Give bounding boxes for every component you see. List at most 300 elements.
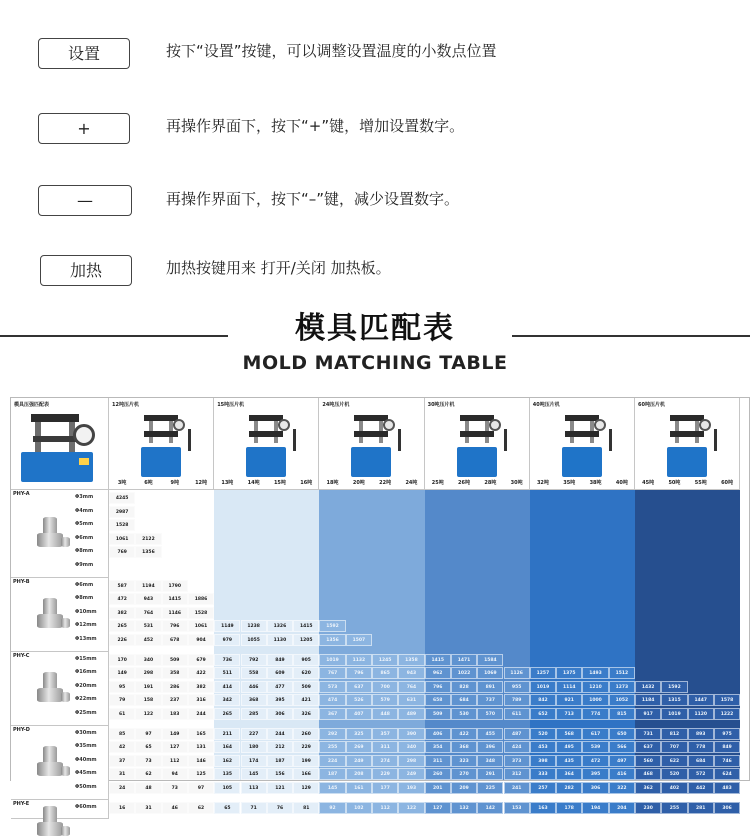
pressure-cell: 566 bbox=[609, 741, 635, 753]
pressure-cell: 81 bbox=[293, 802, 319, 814]
pressure-cell: 364 bbox=[556, 768, 582, 780]
press-machine-icon bbox=[139, 413, 183, 477]
pressure-cell: 306 bbox=[267, 708, 293, 720]
pressure-cell: 129 bbox=[293, 782, 319, 794]
pressure-cell: 1055 bbox=[241, 634, 267, 646]
pressure-cell: 270 bbox=[451, 768, 477, 780]
pressure-cell: 73 bbox=[162, 782, 188, 794]
press-label: 40吨压片机 bbox=[532, 402, 560, 408]
ton-label: 28吨 bbox=[484, 480, 497, 486]
pressure-cell: 85 bbox=[109, 728, 135, 740]
pressure-cell: 679 bbox=[188, 654, 214, 666]
pressure-cell: 306 bbox=[714, 802, 740, 814]
pressure-cell: 637 bbox=[346, 681, 372, 693]
pressure-cell: 1358 bbox=[398, 654, 424, 666]
pressure-cell: 286 bbox=[162, 681, 188, 693]
heat-key-description: 加热按键用来 打开/关闭 加热板。 bbox=[166, 259, 391, 277]
pressure-cell: 422 bbox=[451, 728, 477, 740]
pressure-cell: 95 bbox=[109, 681, 135, 693]
pressure-cell: 707 bbox=[661, 741, 687, 753]
pressure-cell: 131 bbox=[188, 741, 214, 753]
pressure-cell: 406 bbox=[425, 728, 451, 740]
pressure-cell: 1126 bbox=[504, 667, 530, 679]
pressure-cell: 255 bbox=[661, 802, 687, 814]
pressure-cell: 158 bbox=[135, 694, 161, 706]
pressure-cell: 652 bbox=[530, 708, 556, 720]
pressure-cell: 102 bbox=[346, 802, 372, 814]
ton-label: 12吨 bbox=[195, 480, 208, 486]
pressure-cell: 225 bbox=[477, 782, 503, 794]
pressure-cell: 905 bbox=[293, 654, 319, 666]
pressure-cell: 212 bbox=[267, 741, 293, 753]
pressure-cell: 208 bbox=[346, 768, 372, 780]
pressure-cell: 617 bbox=[582, 728, 608, 740]
pressure-cell: 789 bbox=[504, 694, 530, 706]
pressure-cell: 442 bbox=[688, 782, 714, 794]
mold-group bbox=[11, 726, 109, 800]
mold-diameter-label: Φ20mm bbox=[75, 682, 97, 689]
press-machine-icon bbox=[665, 413, 709, 477]
press-machine-icon bbox=[349, 413, 393, 477]
pressure-cell: 191 bbox=[135, 681, 161, 693]
pressure-cell: 1578 bbox=[714, 694, 740, 706]
mold-diameter-label: Φ35mm bbox=[75, 743, 97, 750]
pressure-cell: 539 bbox=[582, 741, 608, 753]
pressure-cell: 31 bbox=[135, 802, 161, 814]
pressure-cell: 142 bbox=[477, 802, 503, 814]
pressure-cell: 373 bbox=[504, 755, 530, 767]
pressure-cell: 620 bbox=[293, 667, 319, 679]
pressure-cell: 180 bbox=[241, 741, 267, 753]
pressure-cell: 570 bbox=[477, 708, 503, 720]
press-header bbox=[635, 398, 740, 490]
pressure-cell: 164 bbox=[214, 741, 240, 753]
pressure-cell: 1257 bbox=[530, 667, 556, 679]
pressure-cell: 700 bbox=[372, 681, 398, 693]
pressure-cell: 609 bbox=[267, 667, 293, 679]
pressure-cell: 229 bbox=[372, 768, 398, 780]
pressure-cell: 472 bbox=[109, 593, 135, 605]
pressure-cell: 306 bbox=[582, 782, 608, 794]
pressure-cell: 1273 bbox=[609, 681, 635, 693]
ton-label: 14吨 bbox=[247, 480, 260, 486]
pressure-cell: 509 bbox=[162, 654, 188, 666]
ton-label: 26吨 bbox=[458, 480, 471, 486]
pressure-cell: 368 bbox=[241, 694, 267, 706]
mold-diameter-label: Φ16mm bbox=[75, 669, 97, 676]
pressure-cell: 468 bbox=[635, 768, 661, 780]
pressure-cell: 520 bbox=[530, 728, 556, 740]
pressure-cell: 1507 bbox=[346, 634, 372, 646]
mold-diameter-label: Φ3mm bbox=[75, 494, 94, 500]
press-machine-icon bbox=[560, 413, 604, 477]
pressure-cell: 891 bbox=[477, 681, 503, 693]
pressure-cell: 560 bbox=[635, 755, 661, 767]
pressure-cell: 774 bbox=[582, 708, 608, 720]
pressure-cell: 489 bbox=[398, 708, 424, 720]
pressure-cell: 121 bbox=[267, 782, 293, 794]
pressure-cell: 94 bbox=[162, 768, 188, 780]
pressure-cell: 390 bbox=[398, 728, 424, 740]
mold-diameter-label: Φ6mm bbox=[75, 581, 94, 588]
ton-label: 18吨 bbox=[326, 480, 339, 486]
pressure-cell: 1120 bbox=[688, 708, 714, 720]
pressure-cell: 367 bbox=[319, 708, 345, 720]
pressure-cell: 178 bbox=[556, 802, 582, 814]
pressure-cell: 1210 bbox=[582, 681, 608, 693]
pressure-cell: 1375 bbox=[556, 667, 582, 679]
pressure-cell: 340 bbox=[135, 654, 161, 666]
corner-label: 模具压强匹配表 bbox=[14, 402, 50, 408]
mold-diameter-label: Φ9mm bbox=[75, 562, 94, 568]
pressure-cell: 187 bbox=[319, 768, 345, 780]
pressure-cell: 204 bbox=[609, 802, 635, 814]
pressure-cell: 658 bbox=[425, 694, 451, 706]
pressure-cell: 509 bbox=[425, 708, 451, 720]
pressure-cell: 731 bbox=[635, 728, 661, 740]
pressure-cell: 4245 bbox=[109, 492, 135, 504]
pressure-cell: 1592 bbox=[319, 620, 345, 632]
pressure-cell: 333 bbox=[530, 768, 556, 780]
press-header bbox=[109, 398, 214, 490]
pressure-cell: 526 bbox=[346, 694, 372, 706]
pressure-cell: 746 bbox=[714, 755, 740, 767]
pressure-cell: 285 bbox=[241, 708, 267, 720]
pressure-cell: 153 bbox=[504, 802, 530, 814]
pressure-cell: 2122 bbox=[135, 533, 161, 545]
ton-label: 16吨 bbox=[300, 480, 313, 486]
pressure-cell: 921 bbox=[556, 694, 582, 706]
pressure-cell: 453 bbox=[530, 741, 556, 753]
pressure-cell: 342 bbox=[214, 694, 240, 706]
pressure-cell: 274 bbox=[372, 755, 398, 767]
pressure-cell: 764 bbox=[398, 681, 424, 693]
pressure-cell: 382 bbox=[188, 681, 214, 693]
pressure-cell: 1238 bbox=[241, 620, 267, 632]
pressure-cell: 509 bbox=[293, 681, 319, 693]
pressure-cell: 955 bbox=[504, 681, 530, 693]
pressure-cell: 325 bbox=[346, 728, 372, 740]
pressure-cell: 199 bbox=[293, 755, 319, 767]
pressure-cell: 146 bbox=[188, 755, 214, 767]
pressure-cell: 398 bbox=[530, 755, 556, 767]
pressure-cell: 323 bbox=[451, 755, 477, 767]
plus-key-button[interactable]: + bbox=[38, 113, 130, 144]
pressure-cell: 105 bbox=[214, 782, 240, 794]
pressure-cell: 368 bbox=[451, 741, 477, 753]
pressure-cell: 177 bbox=[372, 782, 398, 794]
press-header bbox=[530, 398, 635, 490]
pressure-cell: 194 bbox=[582, 802, 608, 814]
pressure-cell: 227 bbox=[241, 728, 267, 740]
minus-key-description: 再操作界面下，按下“–”键，减少设置数字。 bbox=[166, 190, 460, 208]
mold-diameter-label: Φ45mm bbox=[75, 770, 97, 777]
pressure-cell: 737 bbox=[477, 694, 503, 706]
pressure-cell: 1019 bbox=[661, 708, 687, 720]
pressure-cell: 1326 bbox=[267, 620, 293, 632]
ton-label: 3吨 bbox=[117, 480, 127, 486]
pressure-cell: 92 bbox=[319, 802, 345, 814]
pressure-cell: 382 bbox=[109, 607, 135, 619]
pressure-cell: 357 bbox=[372, 728, 398, 740]
pressure-cell: 531 bbox=[135, 620, 161, 632]
pressure-cell: 358 bbox=[162, 667, 188, 679]
mold-diameter-label: Φ5mm bbox=[75, 521, 94, 528]
table-title-en: MOLD MATCHING TABLE bbox=[242, 352, 508, 374]
pressure-cell: 424 bbox=[504, 741, 530, 753]
pressure-cell: 558 bbox=[241, 667, 267, 679]
ton-label: 38吨 bbox=[589, 480, 602, 486]
pressure-cell: 678 bbox=[162, 634, 188, 646]
pressure-cell: 1886 bbox=[188, 593, 214, 605]
pressure-cell: 1194 bbox=[135, 580, 161, 592]
pressure-cell: 1356 bbox=[319, 634, 345, 646]
pressure-cell: 291 bbox=[477, 768, 503, 780]
pressure-cell: 112 bbox=[162, 755, 188, 767]
table-corner bbox=[11, 398, 109, 490]
pressure-cell: 76 bbox=[267, 802, 293, 814]
pressure-cell: 127 bbox=[425, 802, 451, 814]
pressure-cell: 48 bbox=[135, 782, 161, 794]
mold-die-icon bbox=[35, 806, 71, 840]
pressure-cell: 1149 bbox=[214, 620, 240, 632]
pressure-cell: 265 bbox=[214, 708, 240, 720]
pressure-cell: 713 bbox=[556, 708, 582, 720]
pressure-cell: 587 bbox=[109, 580, 135, 592]
pressure-cell: 127 bbox=[162, 741, 188, 753]
pressure-cell: 132 bbox=[451, 802, 477, 814]
pressure-cell: 163 bbox=[530, 802, 556, 814]
pressure-cell: 1222 bbox=[714, 708, 740, 720]
press-header bbox=[214, 398, 319, 490]
pressure-cell: 65 bbox=[214, 802, 240, 814]
pressure-cell: 530 bbox=[451, 708, 477, 720]
pressure-cell: 209 bbox=[451, 782, 477, 794]
pressure-cell: 767 bbox=[319, 667, 345, 679]
pressure-cell: 322 bbox=[609, 782, 635, 794]
mold-group bbox=[11, 800, 109, 820]
pressure-cell: 1356 bbox=[135, 546, 161, 558]
pressure-cell: 16 bbox=[109, 802, 135, 814]
mold-die-icon bbox=[35, 672, 71, 706]
pressure-cell: 230 bbox=[635, 802, 661, 814]
pressure-cell: 1415 bbox=[425, 654, 451, 666]
pressure-cell: 46 bbox=[162, 802, 188, 814]
pressure-cell: 354 bbox=[425, 741, 451, 753]
mold-diameter-label: Φ12mm bbox=[75, 622, 97, 629]
pressure-cell: 1315 bbox=[661, 694, 687, 706]
pressure-cell: 943 bbox=[135, 593, 161, 605]
pressure-cell: 624 bbox=[714, 768, 740, 780]
pressure-cell: 1493 bbox=[582, 667, 608, 679]
press-header bbox=[319, 398, 424, 490]
pressure-cell: 684 bbox=[688, 755, 714, 767]
pressure-cell: 1528 bbox=[188, 607, 214, 619]
pressure-cell: 149 bbox=[162, 728, 188, 740]
mold-group bbox=[11, 652, 109, 726]
pressure-cell: 2987 bbox=[109, 506, 135, 518]
pressure-cell: 122 bbox=[135, 708, 161, 720]
pressure-cell: 1146 bbox=[162, 607, 188, 619]
pressure-cell: 135 bbox=[214, 768, 240, 780]
pressure-cell: 61 bbox=[109, 708, 135, 720]
pressure-cell: 495 bbox=[556, 741, 582, 753]
set-key-button[interactable]: 设置 bbox=[38, 38, 130, 69]
set-key-description: 按下“设置”按键，可以调整设置温度的小数点位置 bbox=[166, 42, 497, 60]
mold-diameter-label: Φ8mm bbox=[75, 548, 94, 555]
pressure-cell: 244 bbox=[188, 708, 214, 720]
pressure-cell: 1447 bbox=[688, 694, 714, 706]
pressure-cell: 1184 bbox=[635, 694, 661, 706]
pressure-cell: 145 bbox=[241, 768, 267, 780]
pressure-cell: 650 bbox=[609, 728, 635, 740]
pressure-cell: 156 bbox=[267, 768, 293, 780]
pressure-cell: 483 bbox=[714, 782, 740, 794]
pressure-cell: 71 bbox=[241, 802, 267, 814]
mold-diameter-label: Φ22mm bbox=[75, 696, 97, 703]
pressure-cell: 312 bbox=[504, 768, 530, 780]
ton-label: 20吨 bbox=[352, 480, 365, 486]
minus-key-button[interactable]: — bbox=[38, 185, 132, 216]
pressure-cell: 416 bbox=[609, 768, 635, 780]
mold-diameter-label: Φ60mm bbox=[75, 803, 97, 810]
mold-diameter-label: Φ13mm bbox=[75, 635, 97, 642]
press-header bbox=[425, 398, 530, 490]
ton-label: 24吨 bbox=[405, 480, 418, 486]
pressure-cell: 452 bbox=[135, 634, 161, 646]
pressure-cell: 1130 bbox=[267, 634, 293, 646]
ton-label: 9吨 bbox=[170, 480, 179, 486]
pressure-cell: 796 bbox=[425, 681, 451, 693]
pressure-cell: 1415 bbox=[162, 593, 188, 605]
pressure-cell: 1019 bbox=[530, 681, 556, 693]
pressure-cell: 396 bbox=[477, 741, 503, 753]
mold-matching-table bbox=[10, 397, 750, 811]
mold-diameter-label: Φ40mm bbox=[75, 756, 97, 763]
pressure-cell: 97 bbox=[188, 782, 214, 794]
ton-label: 32吨 bbox=[536, 480, 549, 486]
pressure-cell: 165 bbox=[188, 728, 214, 740]
pressure-cell: 842 bbox=[530, 694, 556, 706]
pressure-cell: 170 bbox=[109, 654, 135, 666]
pressure-cell: 265 bbox=[109, 620, 135, 632]
pressure-cell: 849 bbox=[267, 654, 293, 666]
ton-label: 25吨 bbox=[431, 480, 444, 486]
mold-diameter-label: Φ8mm bbox=[75, 595, 94, 602]
pressure-cell: 73 bbox=[135, 755, 161, 767]
pressure-cell: 316 bbox=[188, 694, 214, 706]
pressure-cell: 187 bbox=[267, 755, 293, 767]
pressure-cell: 241 bbox=[504, 782, 530, 794]
pressure-cell: 764 bbox=[135, 607, 161, 619]
heat-key-button[interactable]: 加热 bbox=[40, 255, 132, 286]
mold-diameter-label: Φ30mm bbox=[75, 729, 97, 736]
pressure-cell: 62 bbox=[188, 802, 214, 814]
pressure-cell: 1592 bbox=[661, 681, 687, 693]
pressure-cell: 769 bbox=[109, 546, 135, 558]
pressure-cell: 975 bbox=[714, 728, 740, 740]
pressure-cell: 421 bbox=[293, 694, 319, 706]
mold-group bbox=[11, 578, 109, 652]
pressure-cell: 311 bbox=[372, 741, 398, 753]
pressure-cell: 348 bbox=[477, 755, 503, 767]
press-label: 30吨压片机 bbox=[427, 402, 455, 408]
pressure-cell: 520 bbox=[661, 768, 687, 780]
pressure-cell: 568 bbox=[556, 728, 582, 740]
pressure-cell: 326 bbox=[293, 708, 319, 720]
pressure-cell: 622 bbox=[661, 755, 687, 767]
pressure-cell: 736 bbox=[214, 654, 240, 666]
pressure-cell: 796 bbox=[346, 667, 372, 679]
mold-group-label: PHY-B bbox=[13, 578, 30, 585]
mold-diameter-label: Φ10mm bbox=[75, 608, 97, 615]
pressure-cell: 340 bbox=[398, 741, 424, 753]
pressure-cell: 979 bbox=[214, 634, 240, 646]
pressure-cell: 395 bbox=[267, 694, 293, 706]
pressure-cell: 1069 bbox=[477, 667, 503, 679]
pressure-cell: 455 bbox=[477, 728, 503, 740]
pressure-cell: 474 bbox=[319, 694, 345, 706]
pressure-cell: 125 bbox=[188, 768, 214, 780]
pressure-cell: 815 bbox=[609, 708, 635, 720]
press-label: 15吨压片机 bbox=[217, 402, 245, 408]
pressure-cell: 1584 bbox=[477, 654, 503, 666]
pressure-cell: 778 bbox=[688, 741, 714, 753]
pressure-cell: 573 bbox=[319, 681, 345, 693]
ton-label: 6吨 bbox=[144, 480, 153, 486]
ton-label: 45吨 bbox=[642, 480, 655, 486]
pressure-cell: 943 bbox=[398, 667, 424, 679]
pressure-cell: 24 bbox=[109, 782, 135, 794]
pressure-cell: 1022 bbox=[451, 667, 477, 679]
pressure-cell: 226 bbox=[109, 634, 135, 646]
pressure-cell: 917 bbox=[635, 708, 661, 720]
pressure-cell: 487 bbox=[504, 728, 530, 740]
pressure-cell: 796 bbox=[162, 620, 188, 632]
pressure-cell: 904 bbox=[188, 634, 214, 646]
pressure-cell: 395 bbox=[582, 768, 608, 780]
pressure-cell: 637 bbox=[635, 741, 661, 753]
pressure-cell: 260 bbox=[425, 768, 451, 780]
pressure-cell: 1205 bbox=[293, 634, 319, 646]
pressure-cell: 298 bbox=[398, 755, 424, 767]
pressure-cell: 1114 bbox=[556, 681, 582, 693]
pressure-cell: 97 bbox=[135, 728, 161, 740]
pressure-cell: 42 bbox=[109, 741, 135, 753]
pressure-cell: 282 bbox=[556, 782, 582, 794]
press-machine-icon bbox=[455, 413, 499, 477]
mold-group-label: PHY-C bbox=[13, 652, 30, 659]
ton-label: 30吨 bbox=[510, 480, 523, 486]
mold-diameter-label: Φ50mm bbox=[75, 783, 97, 790]
pressure-cell: 435 bbox=[556, 755, 582, 767]
mold-diameter-label: Φ15mm bbox=[75, 655, 97, 662]
mold-group-label: PHY-A bbox=[13, 491, 30, 497]
mold-group-label: PHY-E bbox=[13, 800, 30, 807]
pressure-cell: 477 bbox=[267, 681, 293, 693]
mold-group bbox=[11, 490, 109, 578]
pressure-cell: 448 bbox=[372, 708, 398, 720]
pressure-cell: 174 bbox=[241, 755, 267, 767]
ton-label: 50吨 bbox=[668, 480, 681, 486]
pressure-cell: 65 bbox=[135, 741, 161, 753]
pressure-cell: 269 bbox=[346, 741, 372, 753]
pressure-cell: 183 bbox=[162, 708, 188, 720]
mold-die-icon bbox=[35, 746, 71, 780]
pressure-cell: 865 bbox=[372, 667, 398, 679]
pressure-cell: 229 bbox=[293, 741, 319, 753]
pressure-cell: 1245 bbox=[372, 654, 398, 666]
